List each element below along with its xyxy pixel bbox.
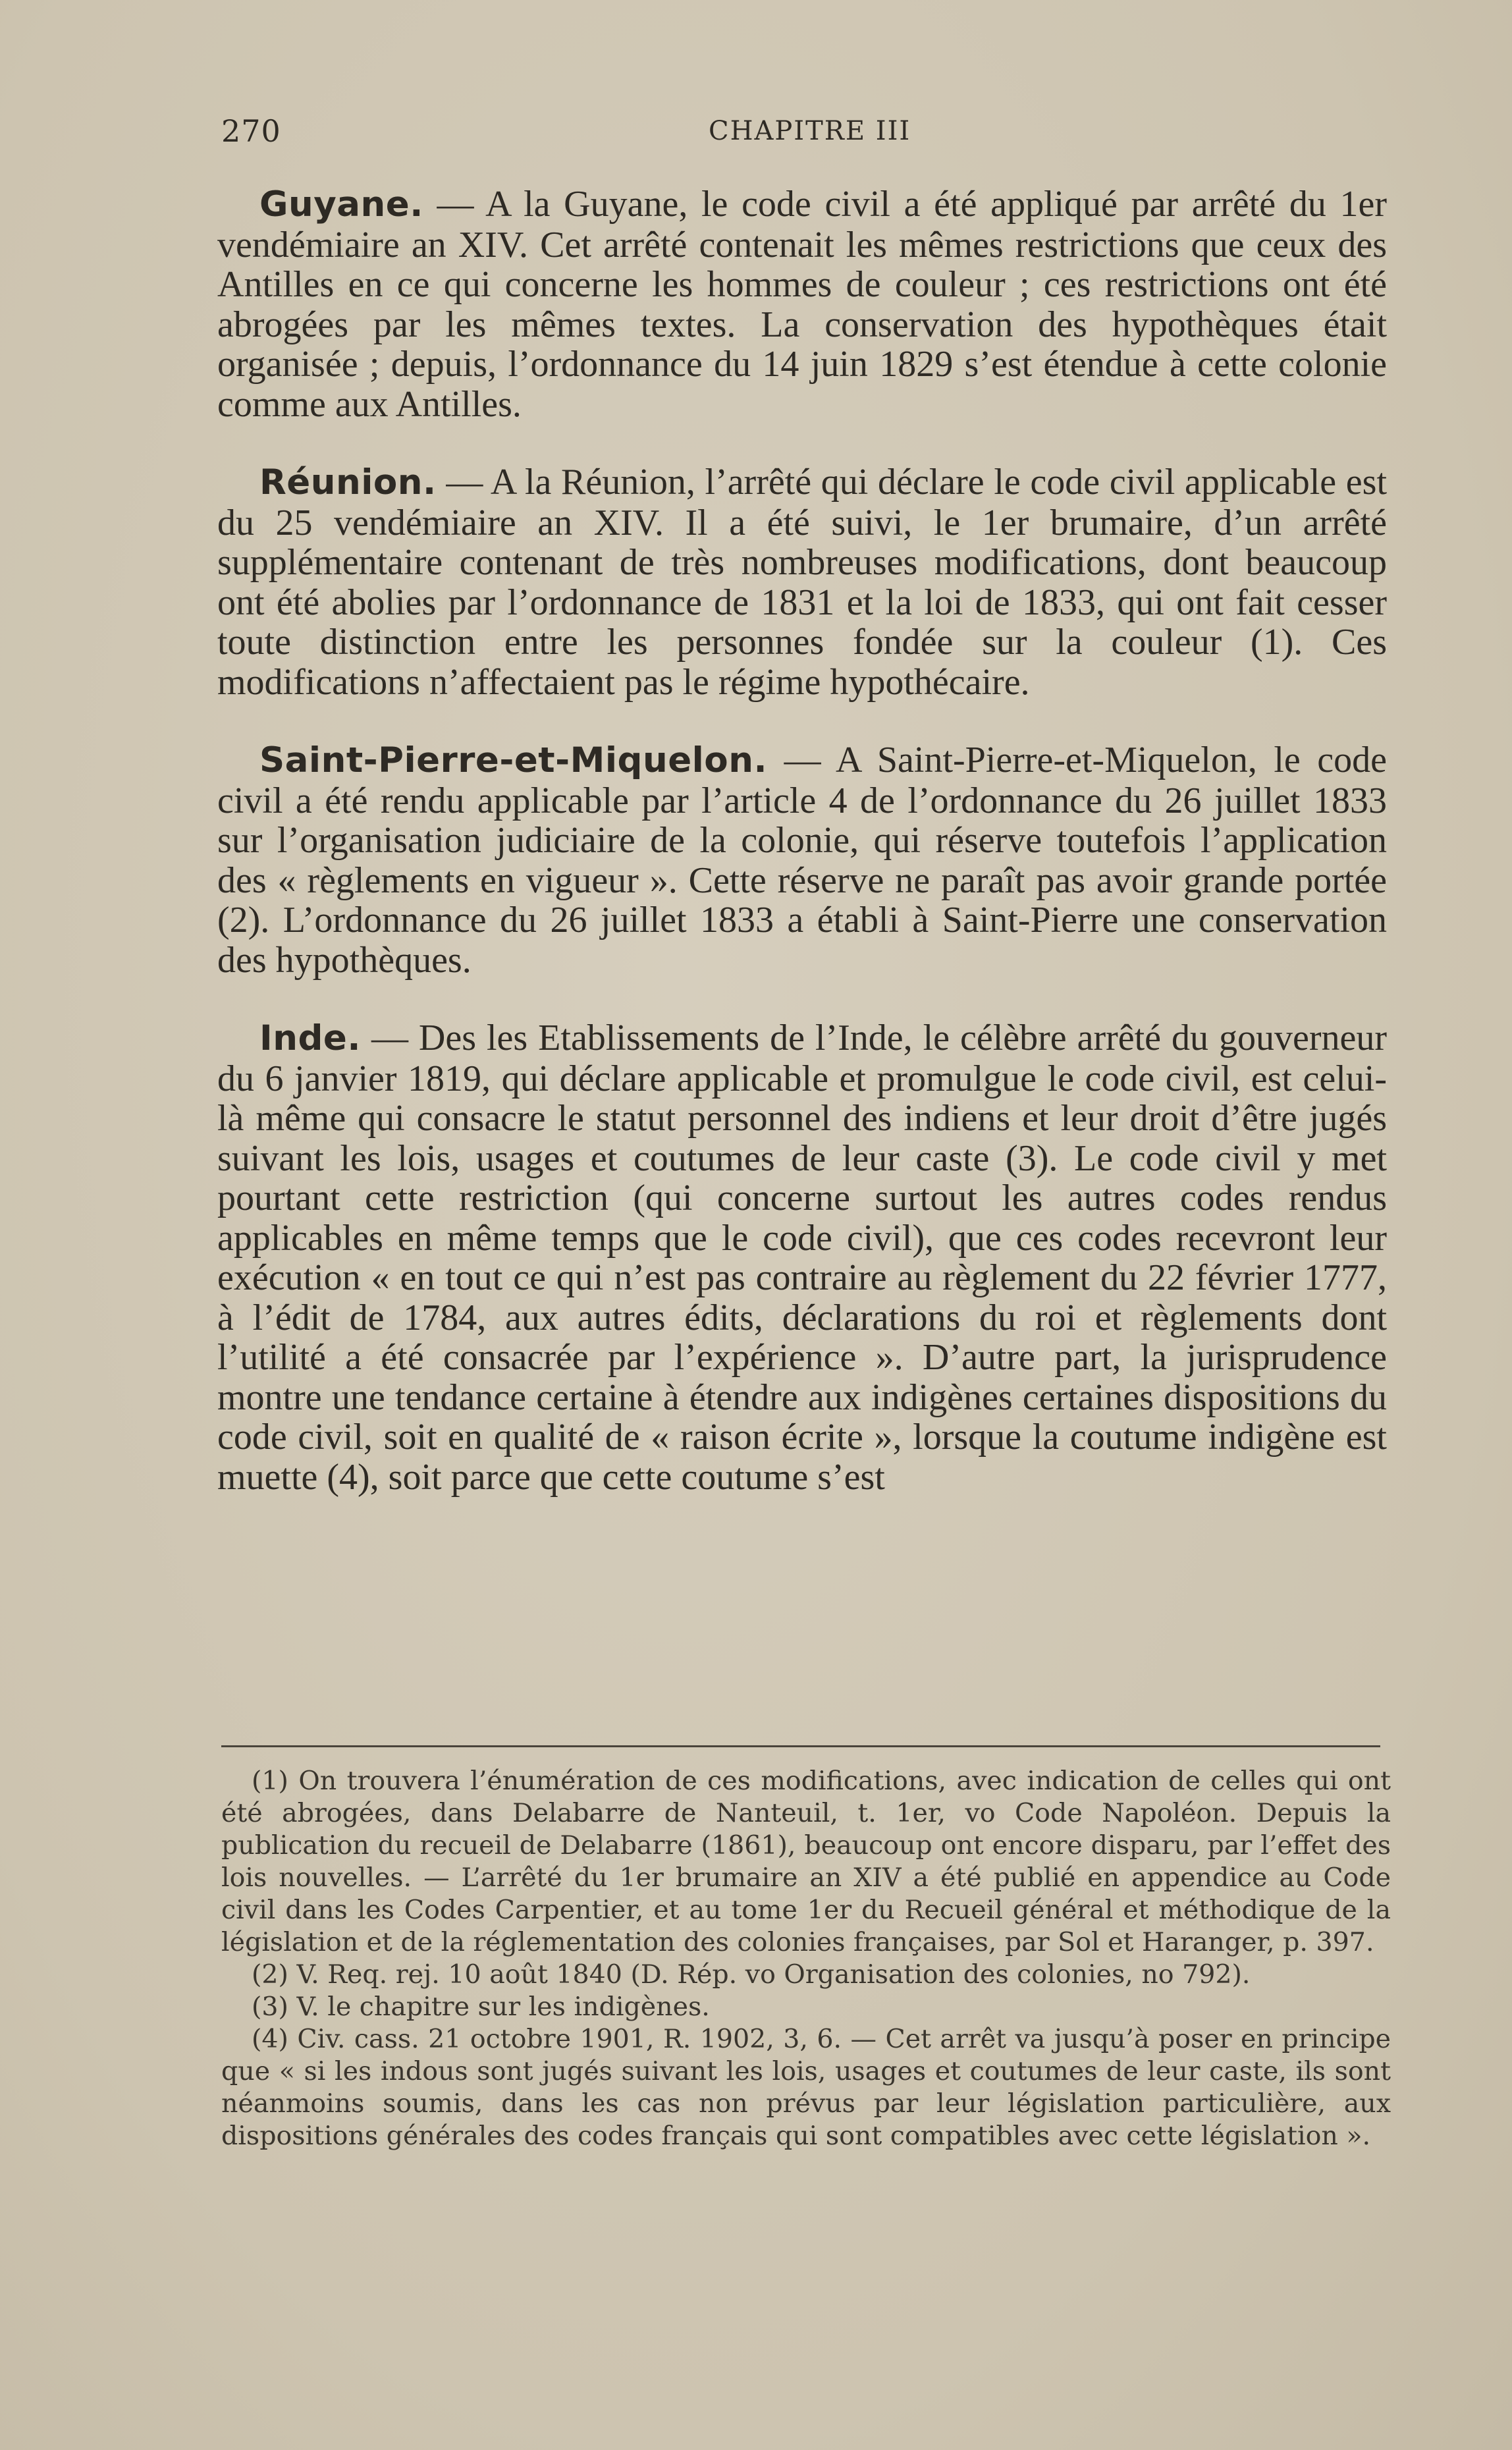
page-number: 270 bbox=[221, 113, 281, 149]
paragraph-text: — Des les Etablissements de l’Inde, le célèbre arrêté du gouverneur du 6 janvier 1819, qui déclare applicable et promulgue le code civil, est celui-là même qui consacre le statut personnel des indiens et leur droit d’être jugés suivant les lois, usages et coutumes de leur caste (3). Le code civil y met pourtant cette restriction (qui concerne surtout les autres codes rendus applicables en même temps que le code civil), que ces codes recevront leur exécution « en tout ce qui n’est pas contraire au règlement du 22 février 1777, à l’édit de 1784, aux autres édits, déclarations du roi et règlements dont l’utilité a été consacrée par l’expérience ». D’autre part, la jurisprudence montre une tendance certaine à étendre aux indigènes certaines dispositions du code civil, soit en qualité de « raison écrite », lorsque la coutume indigène est muette (4), soit parce que cette coutume s’est bbox=[217, 1018, 1387, 1498]
paragraph-text: — A la Réunion, l’arrêté qui déclare le code civil applicable est du 25 vendémiaire an XIV. Il a été suivi, le 1er brumaire, d’un arrêté supplémentaire contenant de très nombreuses modifications, dont beaucoup ont été abolies par l’ordonnance de 1831 et la loi de 1833, qui ont fait cesser toute distinction entre les personnes fondée sur la couleur (1). Ces modifications n’affectaient pas le régime hypothécaire. bbox=[217, 462, 1387, 703]
paragraph-saint-pierre bbox=[217, 740, 1387, 980]
paragraph-reunion bbox=[217, 462, 1387, 702]
footnote-2: (2) V. Req. rej. 10 août 1840 (D. Rép. vo Organisation des colonies, no 792). bbox=[252, 1959, 1251, 1990]
running-head: CHAPITRE III bbox=[709, 116, 911, 146]
paragraph-inde bbox=[217, 1018, 1387, 1497]
footnote-1: (1) On trouvera l’énumération de ces modifications, avec indication de celles qui ont été abrogées, dans Delabarre de Nanteuil, t. 1er, vo Code Napoléon. Depuis la publication du recueil de Delabarre (1861), beaucoup ont encore disparu, par l’effet des lois nouvelles. — L’arrêté du 1er brumaire an XIV a été publié en appendice au Code civil dans les Codes Carpentier, et au tome 1er du Recueil général et méthodique de la législation et de la réglementation des colonies françaises, par Sol et Haranger, p. 397. bbox=[221, 1766, 1391, 1957]
paragraph-heading: Inde. bbox=[259, 1018, 361, 1058]
paragraph-heading: Saint-Pierre-et-Miquelon. bbox=[259, 740, 768, 780]
footnote-rule bbox=[221, 1745, 1380, 1747]
paragraph-text: — A Saint-Pierre-et-Miquelon, le code civil a été rendu applicable par l’article 4 de l’ordonnance du 26 juillet 1833 sur l’organisation judiciaire de la colonie, qui réserve toutefois l’application des « règlements en vigueur ». Cette réserve ne paraît pas avoir grande portée (2). L’ordonnance du 26 juillet 1833 a établi à Saint-Pierre une conservation des hypothèques. bbox=[217, 740, 1387, 981]
body-text bbox=[217, 184, 1387, 1497]
paragraph-guyane bbox=[217, 184, 1387, 424]
footnote-3: (3) V. le chapitre sur les indigènes. bbox=[252, 1992, 710, 2022]
paragraph-heading: Guyane. bbox=[259, 184, 423, 225]
paragraph-text: — A la Guyane, le code civil a été appliqué par arrêté du 1er vendémiaire an XIV. Cet arrêté contenait les mêmes restrictions que ceux des Antilles en ce qui concerne les hommes de couleur ; ces restrictions ont été abrogées par les mêmes textes. La conservation des hypothèques était organisée ; depuis, l’ordonnance du 14 juin 1829 s’est étendue à cette colonie comme aux Antilles. bbox=[217, 184, 1387, 425]
footnote-4: (4) Civ. cass. 21 octobre 1901, R. 1902, 3, 6. — Cet arrêt va jusqu’à poser en principe que « si les indous sont jugés suivant les lois, usages et coutumes de leur caste, ils sont néanmoins soumis, dans les cas non prévus par leur législation particulière, aux dispositions générales des codes français qui sont compatibles avec cette législation ». bbox=[221, 2024, 1391, 2151]
footnotes bbox=[221, 1765, 1391, 2152]
page-header bbox=[221, 113, 1387, 153]
paragraph-heading: Réunion. bbox=[259, 462, 437, 503]
